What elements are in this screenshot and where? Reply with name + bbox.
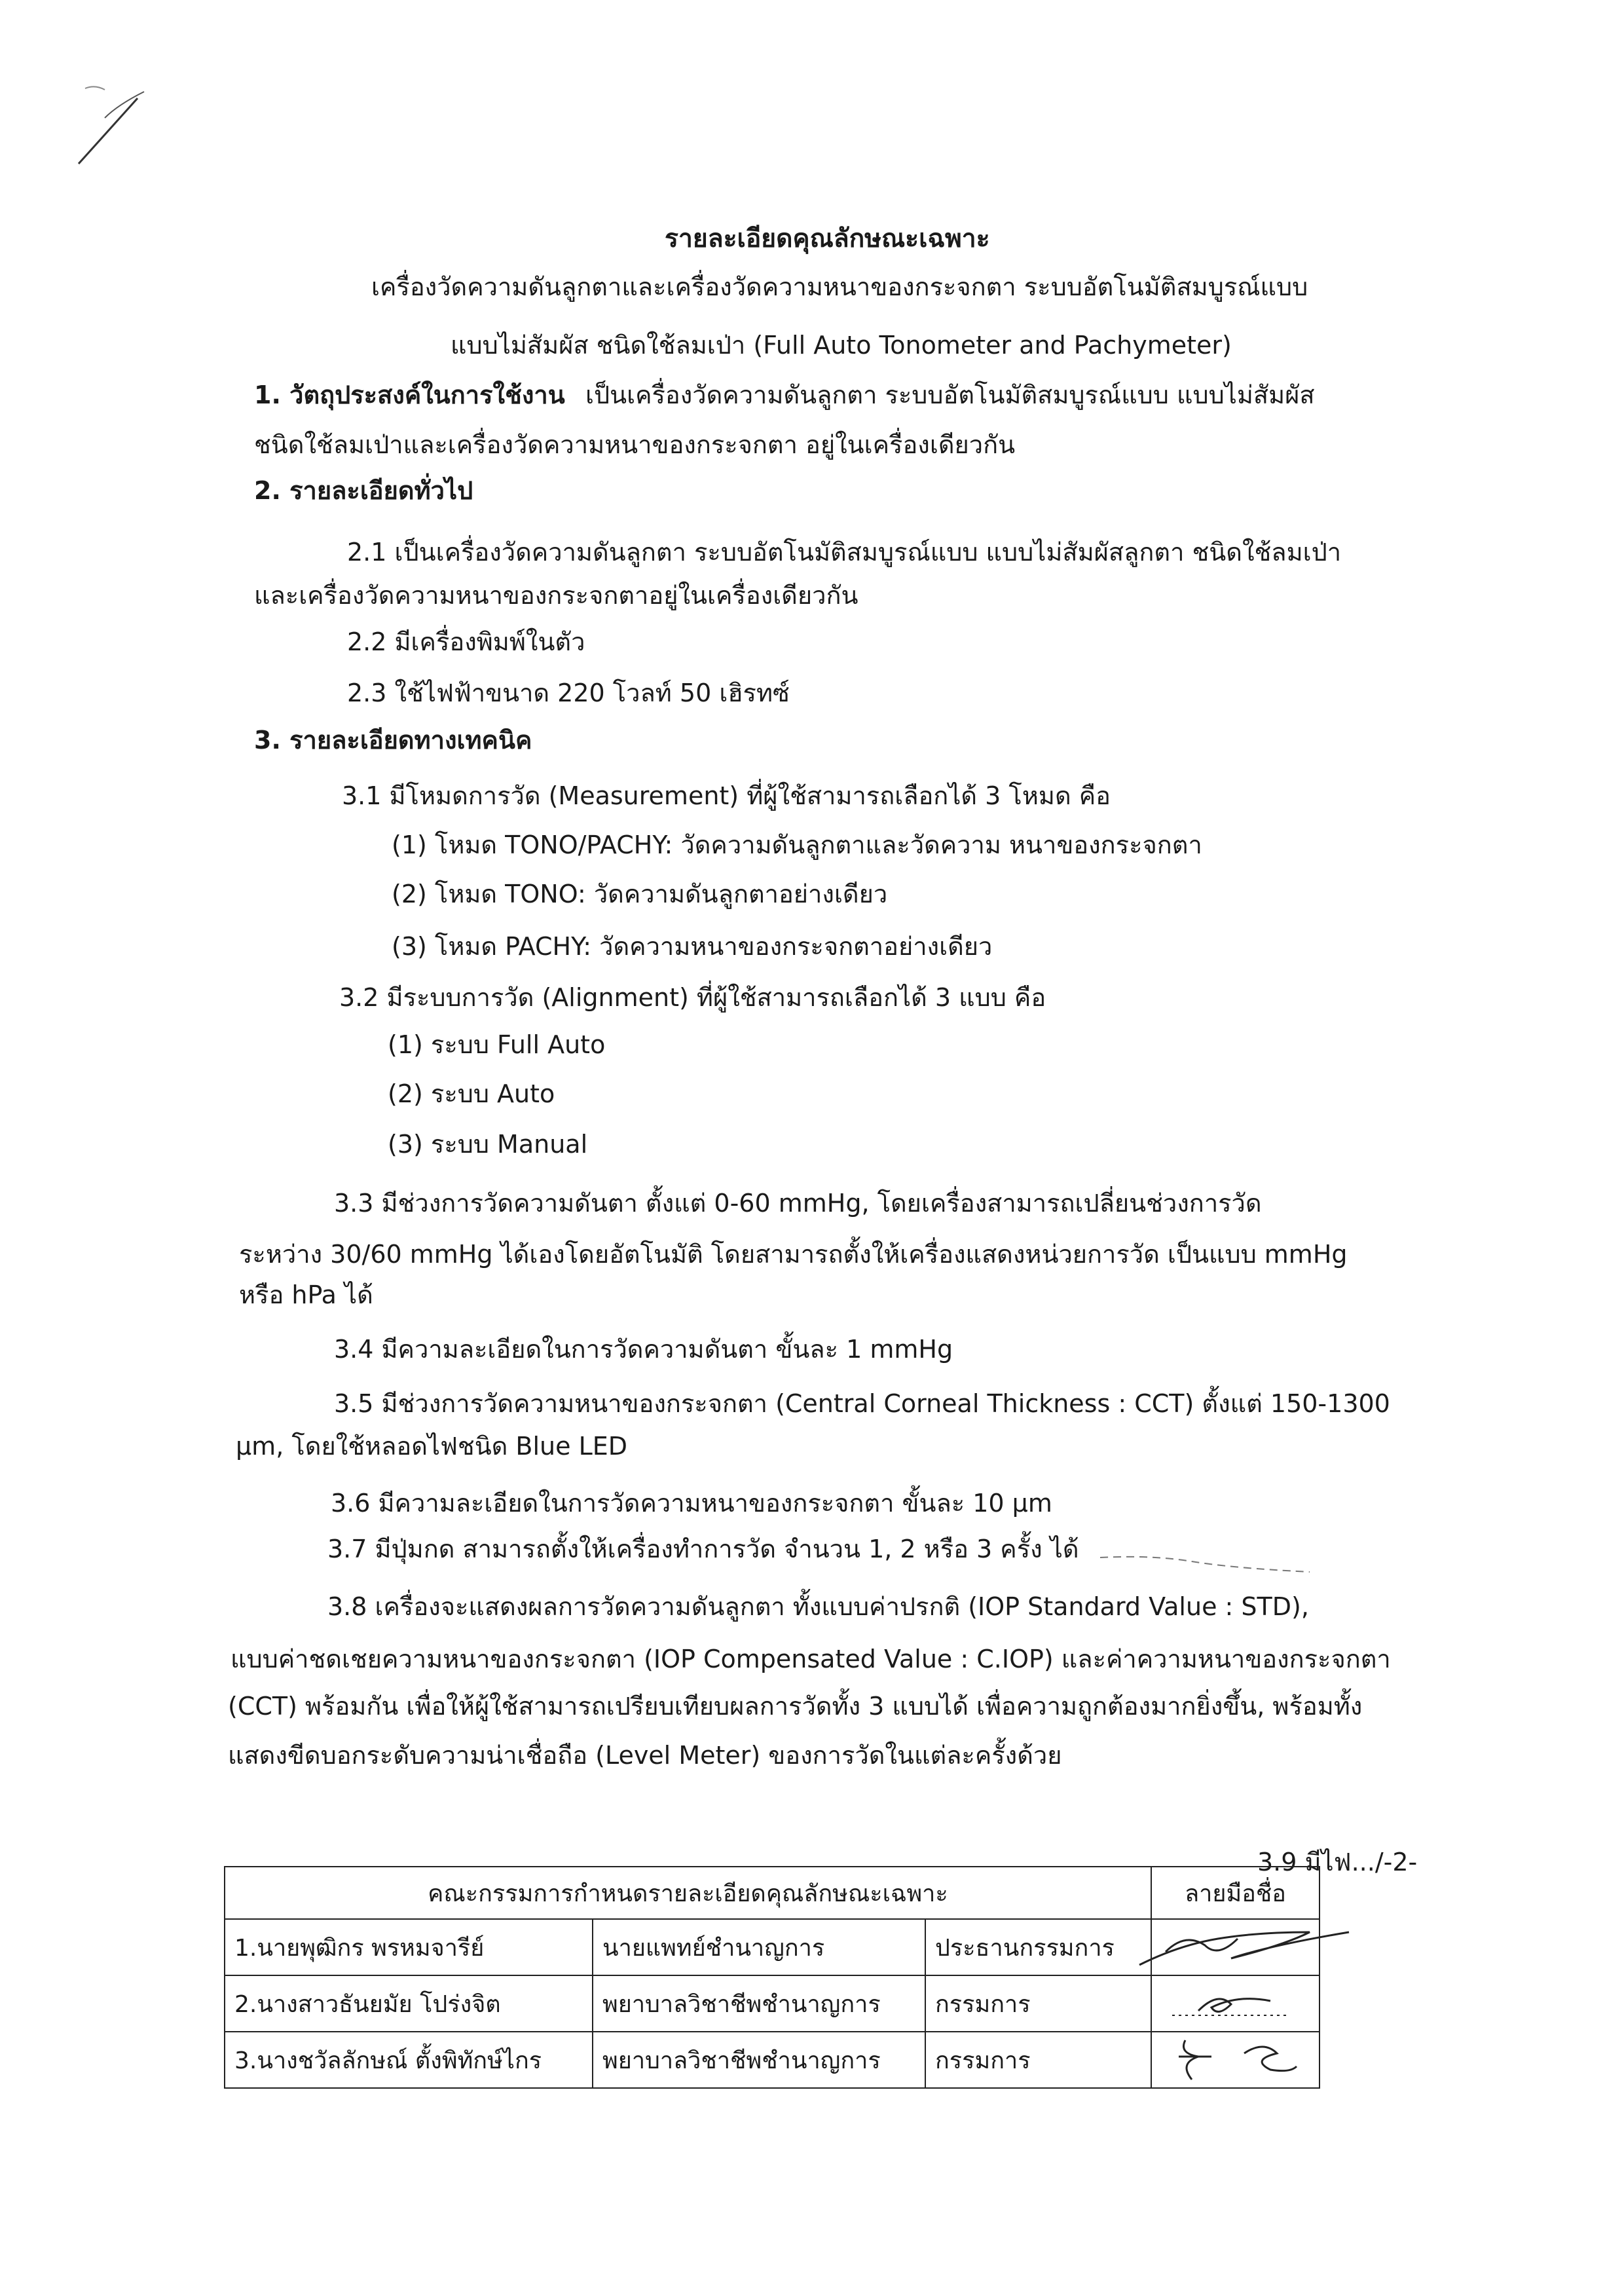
table-row — [225, 2032, 1320, 2088]
item-3-8-line-1: 3.8 เครื่องจะแสดงผลการวัดความดันลูกตา ทั้งแบบค่าปรกติ (IOP Standard Value : STD), — [327, 1592, 1309, 1621]
member-position: พยาบาลวิชาชีพชำนาญการ — [593, 2032, 925, 2088]
committee-header: คณะกรรมการกำหนดรายละเอียดคุณลักษณะเฉพาะ — [225, 1867, 1151, 1919]
item-3-2-system-2: (2) ระบบ Auto — [388, 1079, 555, 1108]
item-3-1-mode-2: (2) โหมด TONO: วัดความดันลูกตาอย่างเดียว — [392, 880, 888, 908]
item-3-3-line-1: 3.3 มีช่วงการวัดความดันตา ตั้งแต่ 0-60 mmHg, โดยเครื่องสามารถเปลี่ยนช่วงการวัด — [334, 1189, 1262, 1218]
member-role: กรรมการ — [925, 1975, 1151, 2032]
item-3-4: 3.4 มีความละเอียดในการวัดความดันตา ขั้นละ 1 mmHg — [334, 1335, 953, 1364]
section-3-heading: 3. รายละเอียดทางเทคนิค — [254, 726, 532, 755]
table-row — [225, 1919, 1320, 1975]
member-role: ประธานกรรมการ — [925, 1919, 1151, 1975]
handwritten-mark — [65, 79, 157, 177]
item-2-3: 2.3 ใช้ไฟฟ้าขนาด 220 โวลท์ 50 เฮิรทซ์ — [347, 679, 790, 707]
item-3-3-line-2: ระหว่าง 30/60 mmHg ได้เองโดยอัตโนมัติ โดยสามารถตั้งให้เครื่องแสดงหน่วยการวัด เป็นแบบ mmHg — [239, 1240, 1348, 1269]
member-name: 1.นายพุฒิกร พรหมจารีย์ — [225, 1919, 593, 1975]
item-3-5-line-1: 3.5 มีช่วงการวัดความหนาของกระจกตา (Central Corneal Thickness : CCT) ตั้งแต่ 150-1300 — [334, 1389, 1390, 1418]
subtitle-line-1: เครื่องวัดความดันลูกตาและเครื่องวัดความหนาของกระจกตา ระบบอัตโนมัติสมบูรณ์แบบ — [371, 272, 1308, 301]
signature-cell — [1151, 1975, 1320, 2032]
section-1-heading: 1. วัตถุประสงค์ในการใช้งาน — [254, 381, 565, 409]
member-name: 2.นางสาวธันยมัย โปร่งจิต — [225, 1975, 593, 2032]
member-position: พยาบาลวิชาชีพชำนาญการ — [593, 1975, 925, 2032]
section-1-text-2: ชนิดใช้ลมเป่าและเครื่องวัดความหนาของกระจกตา อยู่ในเครื่องเดียวกัน — [254, 430, 1016, 459]
scribble-line — [1100, 1544, 1323, 1590]
committee-table — [224, 1866, 1320, 2089]
section-2-heading: 2. รายละเอียดทั่วไป — [254, 476, 473, 505]
item-3-3-line-3: หรือ hPa ได้ — [239, 1280, 373, 1309]
subtitle-line-2: แบบไม่สัมผัส ชนิดใช้ลมเป่า (Full Auto Tonometer and Pachymeter) — [451, 331, 1232, 360]
item-3-8-line-4: แสดงขีดบอกระดับความน่าเชื่อถือ (Level Meter) ของการวัดในแต่ละครั้งด้วย — [228, 1741, 1062, 1770]
item-3-8-line-2: แบบค่าชดเชยความหนาของกระจกตา (IOP Compensated Value : C.IOP) และค่าความหนาของกระจกตา — [231, 1645, 1391, 1673]
item-3-2: 3.2 มีระบบการวัด (Alignment) ที่ผู้ใช้สามารถเลือกได้ 3 แบบ คือ — [339, 983, 1046, 1012]
committee-header-row — [225, 1867, 1320, 1919]
item-3-1: 3.1 มีโหมดการวัด (Measurement) ที่ผู้ใช้สามารถเลือกได้ 3 โหมด คือ — [342, 781, 1111, 810]
item-3-6: 3.6 มีความละเอียดในการวัดความหนาของกระจกตา ขั้นละ 10 μm — [331, 1489, 1052, 1518]
member-role: กรรมการ — [925, 2032, 1151, 2088]
signature-cell — [1151, 1919, 1320, 1975]
item-3-1-mode-3: (3) โหมด PACHY: วัดความหนาของกระจกตาอย่างเดียว — [392, 932, 993, 961]
signature-header: ลายมือชื่อ — [1151, 1867, 1320, 1919]
item-3-2-system-1: (1) ระบบ Full Auto — [388, 1030, 606, 1059]
item-3-5-line-2: μm, โดยใช้หลอดไฟชนิด Blue LED — [236, 1432, 628, 1461]
continuation-note: 3.9 มีไฟ.../-2- — [1257, 1848, 1418, 1876]
item-2-2: 2.2 มีเครื่องพิมพ์ในตัว — [347, 627, 585, 656]
section-1-text: เป็นเครื่องวัดความดันลูกตา ระบบอัตโนมัติสมบูรณ์แบบ แบบไม่สัมผัส — [585, 381, 1315, 409]
item-2-1: 2.1 เป็นเครื่องวัดความดันลูกตา ระบบอัตโนมัติสมบูรณ์แบบ แบบไม่สัมผัสลูกตา ชนิดใช้ลมเป่า — [347, 538, 1342, 567]
item-3-7: 3.7 มีปุ่มกด สามารถตั้งให้เครื่องทำการวัด จำนวน 1, 2 หรือ 3 ครั้ง ได้ — [327, 1535, 1079, 1563]
item-3-8-line-3: (CCT) พร้อมกัน เพื่อให้ผู้ใช้สามารถเปรียบเทียบผลการวัดทั้ง 3 แบบได้ เพื่อความถูกต้องมากยิ่งขึ้น, พร้อมทั้ง — [228, 1692, 1363, 1721]
member-name: 3.นางชวัลลักษณ์ ตั้งพิทักษ์ไกร — [225, 2032, 593, 2088]
item-3-2-system-3: (3) ระบบ Manual — [388, 1130, 588, 1159]
table-row — [225, 1975, 1320, 2032]
page-title: รายละเอียดคุณลักษณะเฉพาะ — [665, 224, 990, 253]
member-position: นายแพทย์ชำนาญการ — [593, 1919, 925, 1975]
item-2-1-cont: และเครื่องวัดความหนาของกระจกตาอยู่ในเครื่องเดียวกัน — [254, 581, 858, 610]
item-3-1-mode-1: (1) โหมด TONO/PACHY: วัดความดันลูกตาและวัดความ หนาของกระจกตา — [392, 830, 1202, 859]
signature-cell — [1151, 2032, 1320, 2088]
